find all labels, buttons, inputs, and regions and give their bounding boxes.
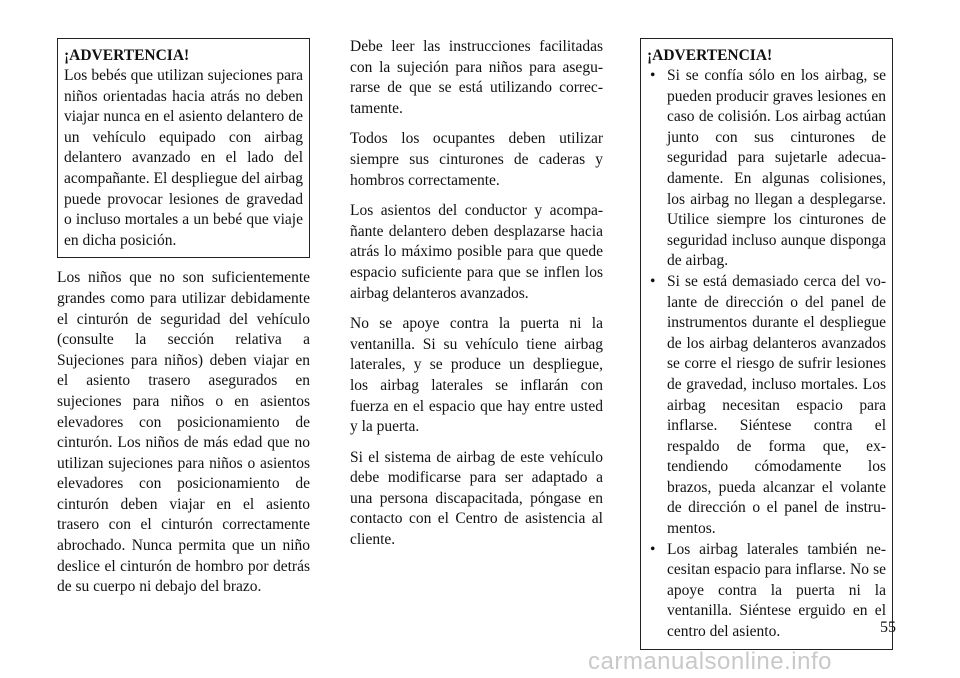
warning-title: ¡ADVERTENCIA!: [647, 47, 773, 64]
warning-bullet: • Si se está demasiado cerca del volante de dirección o del panel de instrumentos durante el despliegue de los airbag delanteros avanzados se corre el riesgo de sufrir lesiones de gravedad, incluso mortales. Los airbag necesitan espacio para inflarse. Siéntese contra el respaldo de forma que, extendiendo cómodamente los brazos, pueda alcanzar el volante de dirección o el panel de instrumentos.: [647, 272, 886, 540]
warning-text: Los bebés que utilizan sujeciones para niños orientadas hacia atrás no deben viajar nunca en el asiento delantero de un vehículo equipado con airbag delantero avanzado en el lado del acompañante. El despliegue del airbag puede provocar lesiones de gravedad o incluso mortales a un bebé que viaje en dicha posición.: [64, 67, 303, 249]
paragraph-door: No se apoye contra la puerta ni la ventanilla. Si su vehículo tiene airbag laterales, y se produce un despliegue, los airbag laterales se inflarán con fuerza en el espacio que hay entre usted y la puerta.: [350, 315, 603, 436]
right-column: [640, 38, 893, 650]
warning-box-infants: [57, 38, 310, 258]
warning-bullet: • Los airbag laterales también necesitan espacio para inflarse. No se apoye contra la puerta ni la ventanilla. Siéntese erguido en el centro del asiento.: [647, 540, 886, 643]
paragraph-belts: Todos los ocupantes deben utilizar siempre sus cinturones de caderas y hombros correctamente.: [350, 130, 603, 189]
paragraph-modification: Si el sistema de airbag de este vehículo debe modificarse para ser adaptado a una persona discapacitada, póngase en contacto con el Centro de asistencia al cliente.: [350, 448, 603, 549]
middle-column: [350, 37, 603, 561]
paragraph-seats: Los asientos del conductor y acompañante delantero deben desplazarse hacia atrás lo máximo posible para que quede espacio suficiente para que se inflen los airbag delanteros avanzados.: [350, 202, 603, 302]
warning-box-airbags: [640, 38, 893, 650]
warning-bullet: • Si se confía sólo en los airbag, se pueden producir graves lesiones en caso de colisión. Los airbag actúan junto con sus cinturones de seguridad para sujetarle adecuadamente. En algunas colisiones, los airbag no llegan a desplegarse. Utilice siempre los cinturones de seguridad incluso aunque disponga de airbag.: [647, 66, 886, 272]
left-column: [57, 38, 310, 598]
page-number: 55: [880, 619, 896, 636]
warning-bullet-list: [647, 66, 886, 643]
warning-title: ¡ADVERTENCIA!: [64, 47, 190, 64]
paragraph-instructions: Debe leer las instrucciones facilitadas con la sujeción para niños para asegurarse de que se está utilizando correctamente.: [350, 38, 603, 117]
watermark: carmanualsonline.info: [588, 648, 832, 675]
children-paragraph: Los niños que no son suficientemente grandes como para utilizar debidamente el cinturón de seguridad del vehículo (consulte la sección relativa a Sujeciones para niños) deben viajar en el asiento trasero asegurados en sujeciones para niños o en asientos elevadores con posicionamiento de cinturón. Los niños de más edad que no utilizan sujeciones para niños o asientos elevadores con posicionamiento de cinturón deben viajar en el asiento trasero con el cinturón correctamente abrochado. Nunca permita que un niño deslice el cinturón de hombro por detrás de su cuerpo ni debajo del brazo.: [57, 269, 310, 596]
